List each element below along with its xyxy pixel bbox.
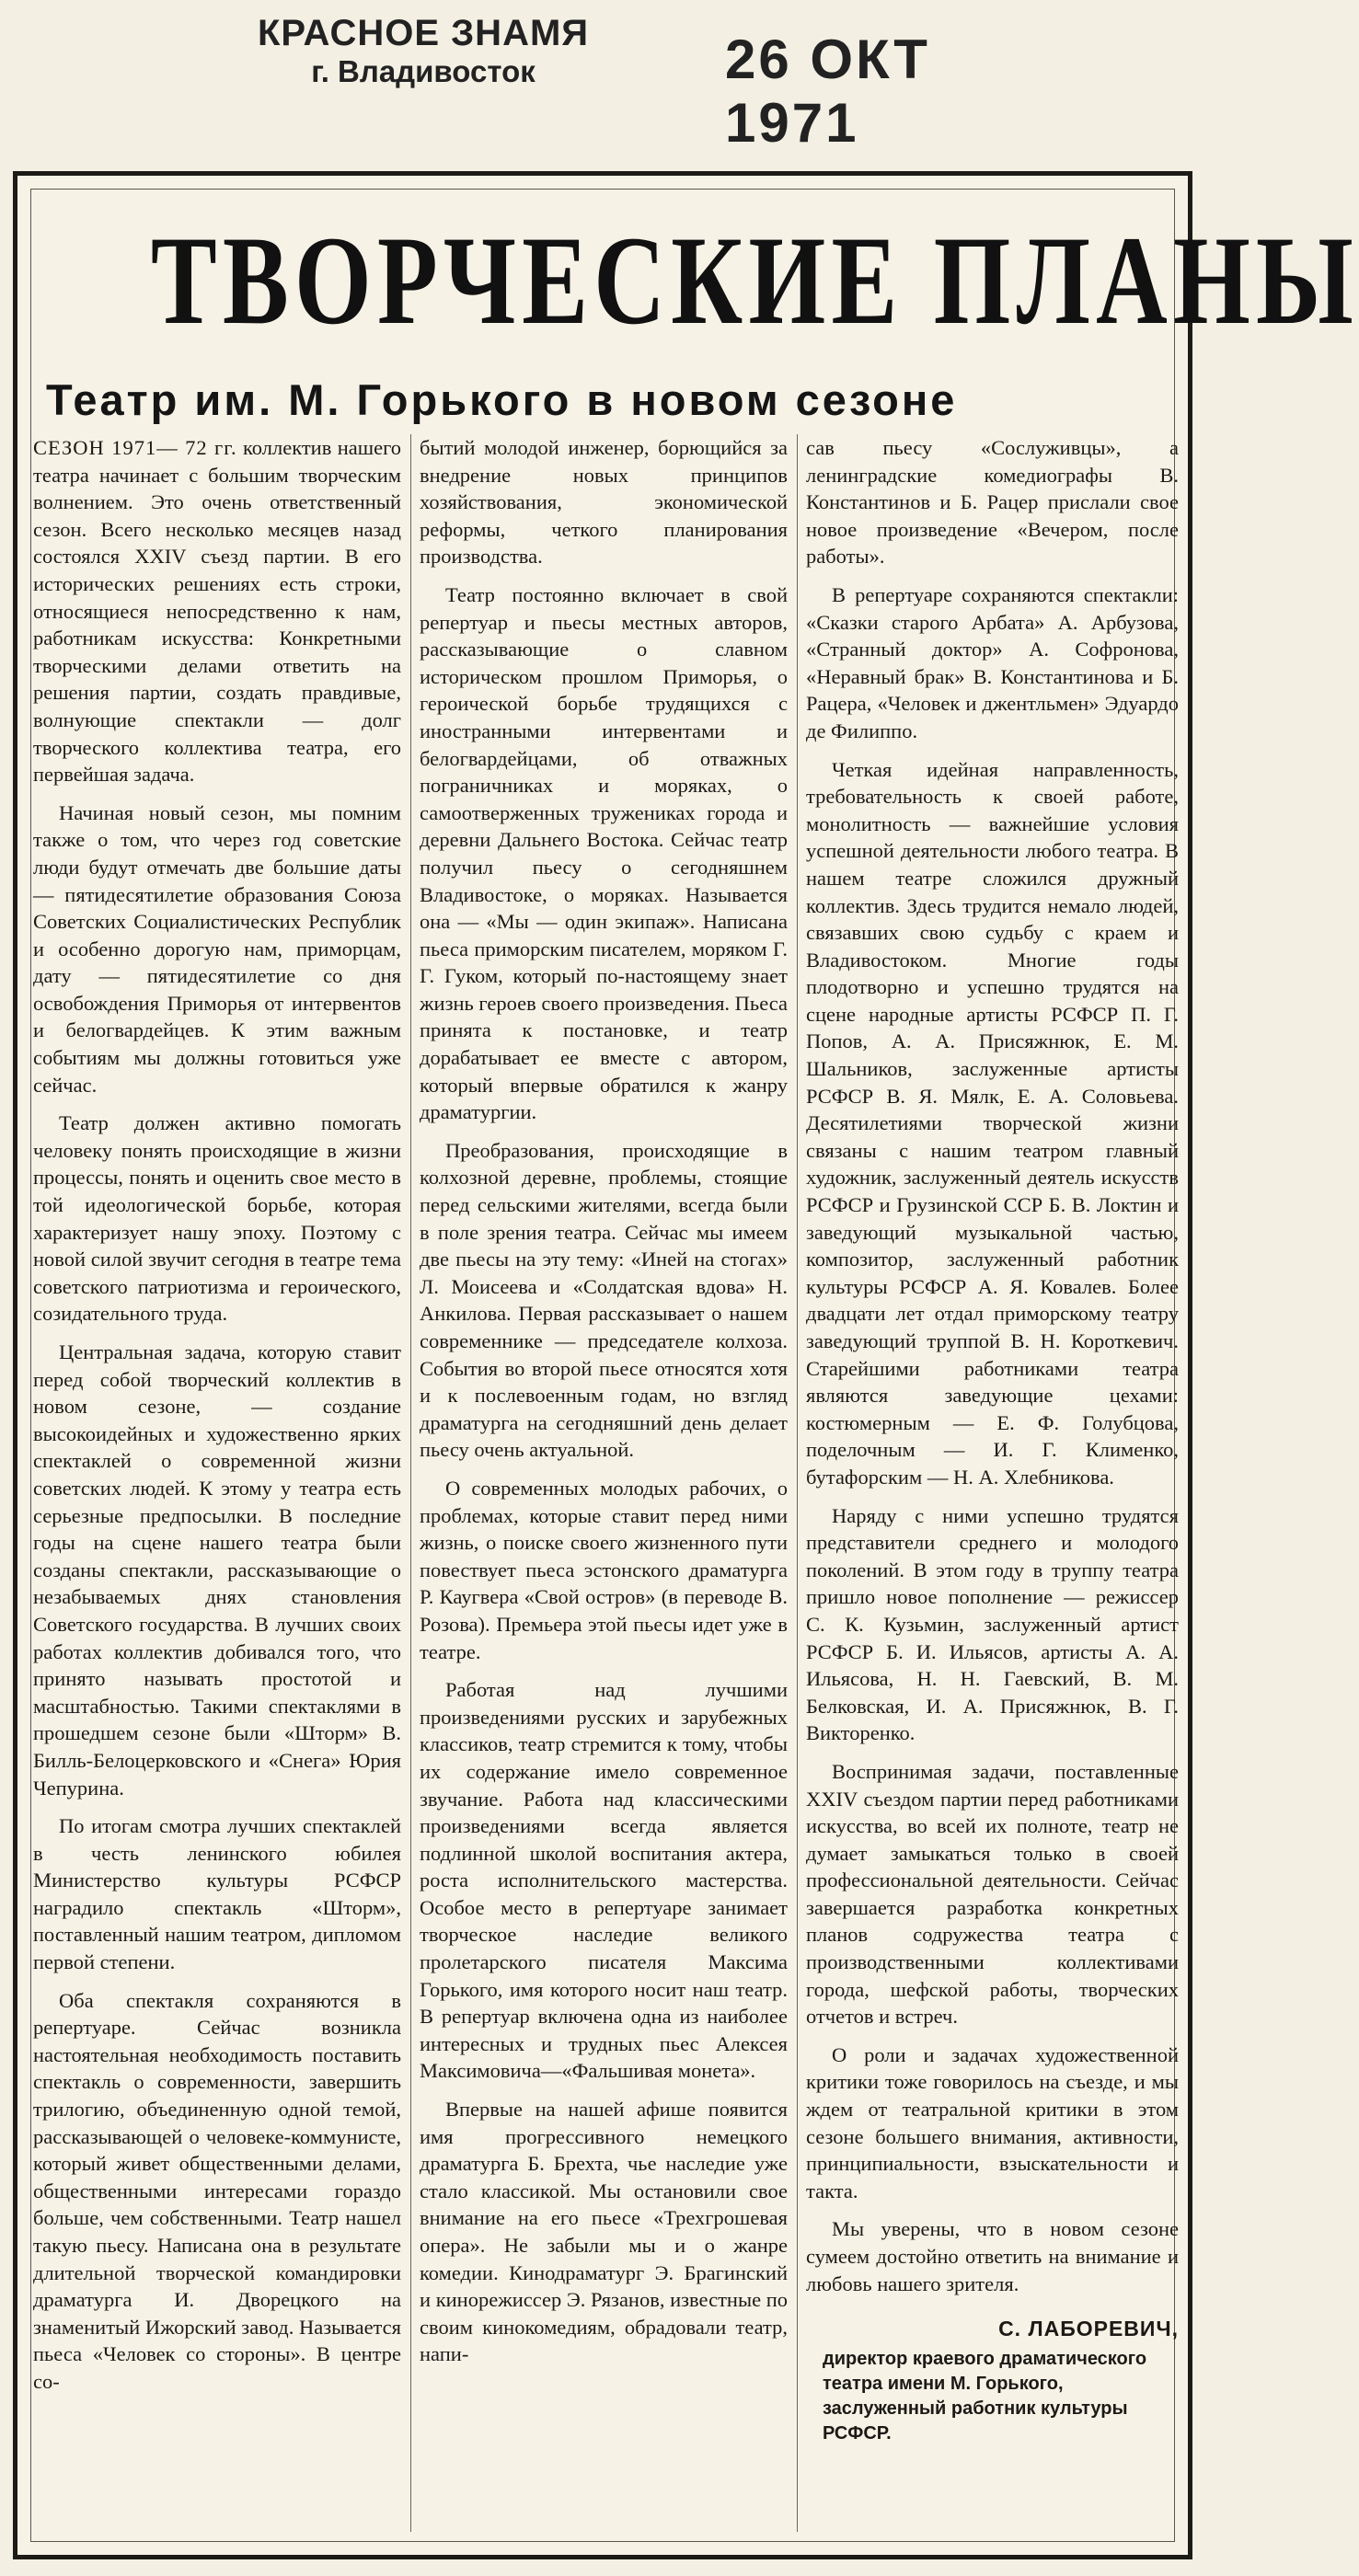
article-paragraph: О современных молодых рабочих, о проблемах, которые ставит перед ними жизнь, о поиске своего жизненного пути повествует пьеса эстонского драматурга Р. Каугвера «Свой остров» (в переводе В. Розова). Премьера этой пьесы идет уже в театре. — [420, 1476, 788, 1663]
article-paragraph: Театр постоянно включает в свой репертуар и пьесы местных авторов, рассказывающие о славном историческом прошлом Приморья, о героической борьбе трудящихся с иностранными интервентами и белогвардейцами, об отважных пограничниках и моряках, о самоотверженных тружениках города и деревни Дальнего Востока. Сейчас театр получил пьесу о сегодняшнем Владивостоке, о моряках. Называется она — «Мы — один экипаж». Написана пьеса приморским писателем, моряком Г. Г. Гуком, который по-настоящему знает жизнь героев своего произведения. Пьеса принята к постановке, и театр дорабатывает ее вместе с автором, который впервые обратился к жанру драматургии. — [420, 582, 788, 1124]
author-title: директор краевого драматического театра имени М. Горького, заслуженный работник культуры РСФСР. — [823, 2348, 1147, 2444]
article-paragraph: Оба спектакля сохраняются в репертуаре. Сейчас возникла настоятельная необходимость поставить спектакль о современности, завершить трилогию, объединенную одной темой, рассказывающей о человеке-коммунисте, который живет общественными делами, общественными интересами гораздо больше, чем собственными. Театр нашел такую пьесу. Написана она в результате длительной творческой командировки драматурга И. Дворецкого на знаменитый Ижорский завод. Называется пьеса «Человек со стороны». В центре со- — [33, 1988, 401, 2393]
article-paragraph: Преобразования, происходящие в колхозной деревне, проблемы, стоящие перед сельскими жителями, всегда были в поле зрения театра. Сейчас мы имеем две пьесы на эту тему: «Иней на стогах» Л. Моисеева и «Солдатская вдова» Н. Анкилова. Первая рассказывает о нашем современнике — председателе колхоза. События во второй пьесе относятся хотя и к послевоенным годам, но взгляд драматурга на сегодняшний день делает пьесу очень актуальной. — [420, 1138, 788, 1462]
column-divider — [410, 434, 411, 2532]
article-paragraph: Работая над лучшими произведениями русских и зарубежных классиков, театр стремится к тому, чтобы их содержание имело современное звучание. Работа над классическими произведениями всегда является подлинной школой воспитания актера, роста исполнительского мастерства. Особое место в репертуаре занимает творческое наследие великого пролетарского писателя Максима Горького, имя которого носит наш театр. В репертуар включена одна из наиболее интересных и трудных пьес Алексея Максимовича—«Фальшивая монета». — [420, 1678, 788, 2083]
headline: ТВОРЧЕСКИЕ ПЛАНЫ — [150, 210, 1359, 351]
article-paragraph — [33, 434, 401, 788]
article-paragraph: По итогам смотра лучших спектаклей в честь ленинского юбилея Министерство культуры РСФСР наградило спектакль «Шторм», поставленный нашим театром, дипломом первой степени. — [33, 1814, 401, 1974]
article-column-3 — [806, 434, 1179, 2550]
date-stamp: 26 ОКТ 1971 — [725, 29, 930, 154]
article-column-1 — [33, 434, 401, 2550]
article-paragraph: Впервые на нашей афише появится имя прогрессивного немецкого драматурга Б. Брехта, чье наследие уже стало классикой. Мы остановили свое внимание на его пьесе «Трехгрошевая опера». Не забыли мы и о жанре комедии. Кинодраматург Э. Брагинский и кинорежиссер Э. Рязанов, известные по своим кинокомедиям, обрадовали театр, напи- — [420, 2098, 788, 2366]
article-paragraph: сав пьесу «Сослуживцы», а ленинградские комедиографы В. Константинов и Б. Рацер прислали свое новое произведение «Вечером, после работы». — [806, 436, 1179, 569]
newspaper-stamp — [248, 13, 598, 90]
author-name: С. ЛАБОРЕВИЧ, — [998, 2317, 1179, 2341]
article-paragraph: Центральная задача, которую ставит перед собой творческий коллектив в новом сезоне, — создание высокоидейных и художественно ярких спектаклей о современной жизни советских людей. К этому у театра есть серьезные предпосылки. В последние годы на сцене нашего театра были созданы спектакли, рассказывающие о незабываемых днях становления Советского государства. В лучших своих работах коллектив добивался того, что принято называть простотой и масштабностью. Такими спектаклями в прошедшем сезоне были «Шторм» В. Билль-Белоцерковского и «Снега» Юрия Чепурина. — [33, 1340, 401, 1800]
newspaper-name: КРАСНОЕ ЗНАМЯ — [257, 13, 590, 53]
lead-in: СЕЗОН 1971— 72 гг. — [33, 436, 237, 459]
article-column-2 — [420, 434, 788, 2550]
article-paragraph: Мы уверены, что в новом сезоне сумеем достойно ответить на внимание и любовь нашего зрителя. — [806, 2217, 1179, 2295]
article-paragraph: Воспринимая задачи, поставленные XXIV съездом партии перед работниками искусства, во всей их полноте, театр не думает замыкаться только в своей профессиональной деятельности. Сейчас завершается разработка конкретных планов содружества театра с производственными коллективами города, шефской работы, творческих отчетов и встреч. — [806, 1759, 1179, 2029]
article-paragraph: О роли и задачах художественной критики тоже говорилось на съезде, и мы ждем от театральной критики в этом сезоне большего внимания, активности, принципиальности, взыскательности и такта. — [806, 2042, 1179, 2202]
article-paragraph: Театр должен активно помогать человеку понять происходящие в жизни процессы, понять и оценить свое место в той идеологической борьбе, которая характеризует нашу эпоху. Поэтому с новой силой звучит сегодня в театре тема советского патриотизма и героического, созидательного труда. — [33, 1111, 401, 1326]
article-paragraph: Четкая идейная направленность, требовательность к своей работе, монолитность — важнейшие условия успешной деятельности любого театра. В нашем театре сложился дружный коллектив. Здесь трудится немало людей, связавших свою судьбу с краем и Владивостоком. Многие годы плодотворно и успешно трудятся на сцене народные артисты РСФСР П. Г. Попов, А. А. Присяжнюк, Е. М. Шальников, заслуженные артисты РСФСР В. Я. Мялк, Е. А. Соловьева. Десятилетиями творческой жизни связаны с нашим театром главный художник, заслуженный деятель искусств РСФСР и Грузинской ССР Б. В. Локтин и заведующий музыкальной частью, композитор, заслуженный работник культуры РСФСР А. Я. Ковалев. Более двадцати лет отдал приморскому театру заведующий труппой В. Н. Короткевич. Старейшими работниками театра являются заведующие цехами: костюмерным — Е. Ф. Голубцова, поделочным — И. Г. Клименко, бутафорским — Н. А. Хлебникова. — [806, 757, 1179, 1489]
column-divider — [797, 434, 798, 2532]
article-paragraph: Наряду с ними успешно трудятся представители среднего и молодого поколений. В этом году в труппу театра пришло новое пополнение — режиссер С. К. Кузьмин, заслуженный артист РСФСР Б. И. Ильясов, артисты А. А. Ильясова, Н. Н. Гаевский, В. М. Белковская, И. А. Присяжнюк, В. Г. Викторенко. — [806, 1503, 1179, 1745]
newspaper-city: г. Владивосток — [311, 54, 536, 88]
paragraph-text: коллектив нашего театра начинает с большим творческим волнением. Это очень ответственный сезон. Всего несколько месяцев назад состоялся XXIV съезд партии. В его исторических решениях есть строки, относящиеся непосредственно к нам, работникам искусства: Конкретными творческими делами ответить на решения партии, создать правдивые, волнующие спектакли — долг творческого коллектива театра, его первейшая задача. — [33, 436, 402, 787]
article-paragraph: бытий молодой инженер, борющийся за внедрение новых принципов хозяйствования, экономической реформы, четкого планирования производства. — [420, 436, 788, 569]
article-paragraph: В репертуаре сохраняются спектакли: «Сказки старого Арбата» А. Арбузова, «Странный доктор» А. Софронова, «Неравный брак» В. Константинова и Б. Рацера, «Человек и джентльмен» Эдуардо де Филиппо. — [806, 582, 1179, 742]
article-paragraph: Начиная новый сезон, мы помним также о том, что через год советские люди будут отмечать две большие даты — пятидесятилетие образования Союза Советских Социалистических Республик и особенно дорогую нам, приморцам, дату — пятидесятилетие со дня освобождения Приморья от интервентов и белогвардейцев. К этим важным событиям мы должны готовиться уже сейчас. — [33, 800, 401, 1097]
subheadline: Театр им. М. Горького в новом сезоне — [46, 375, 958, 424]
